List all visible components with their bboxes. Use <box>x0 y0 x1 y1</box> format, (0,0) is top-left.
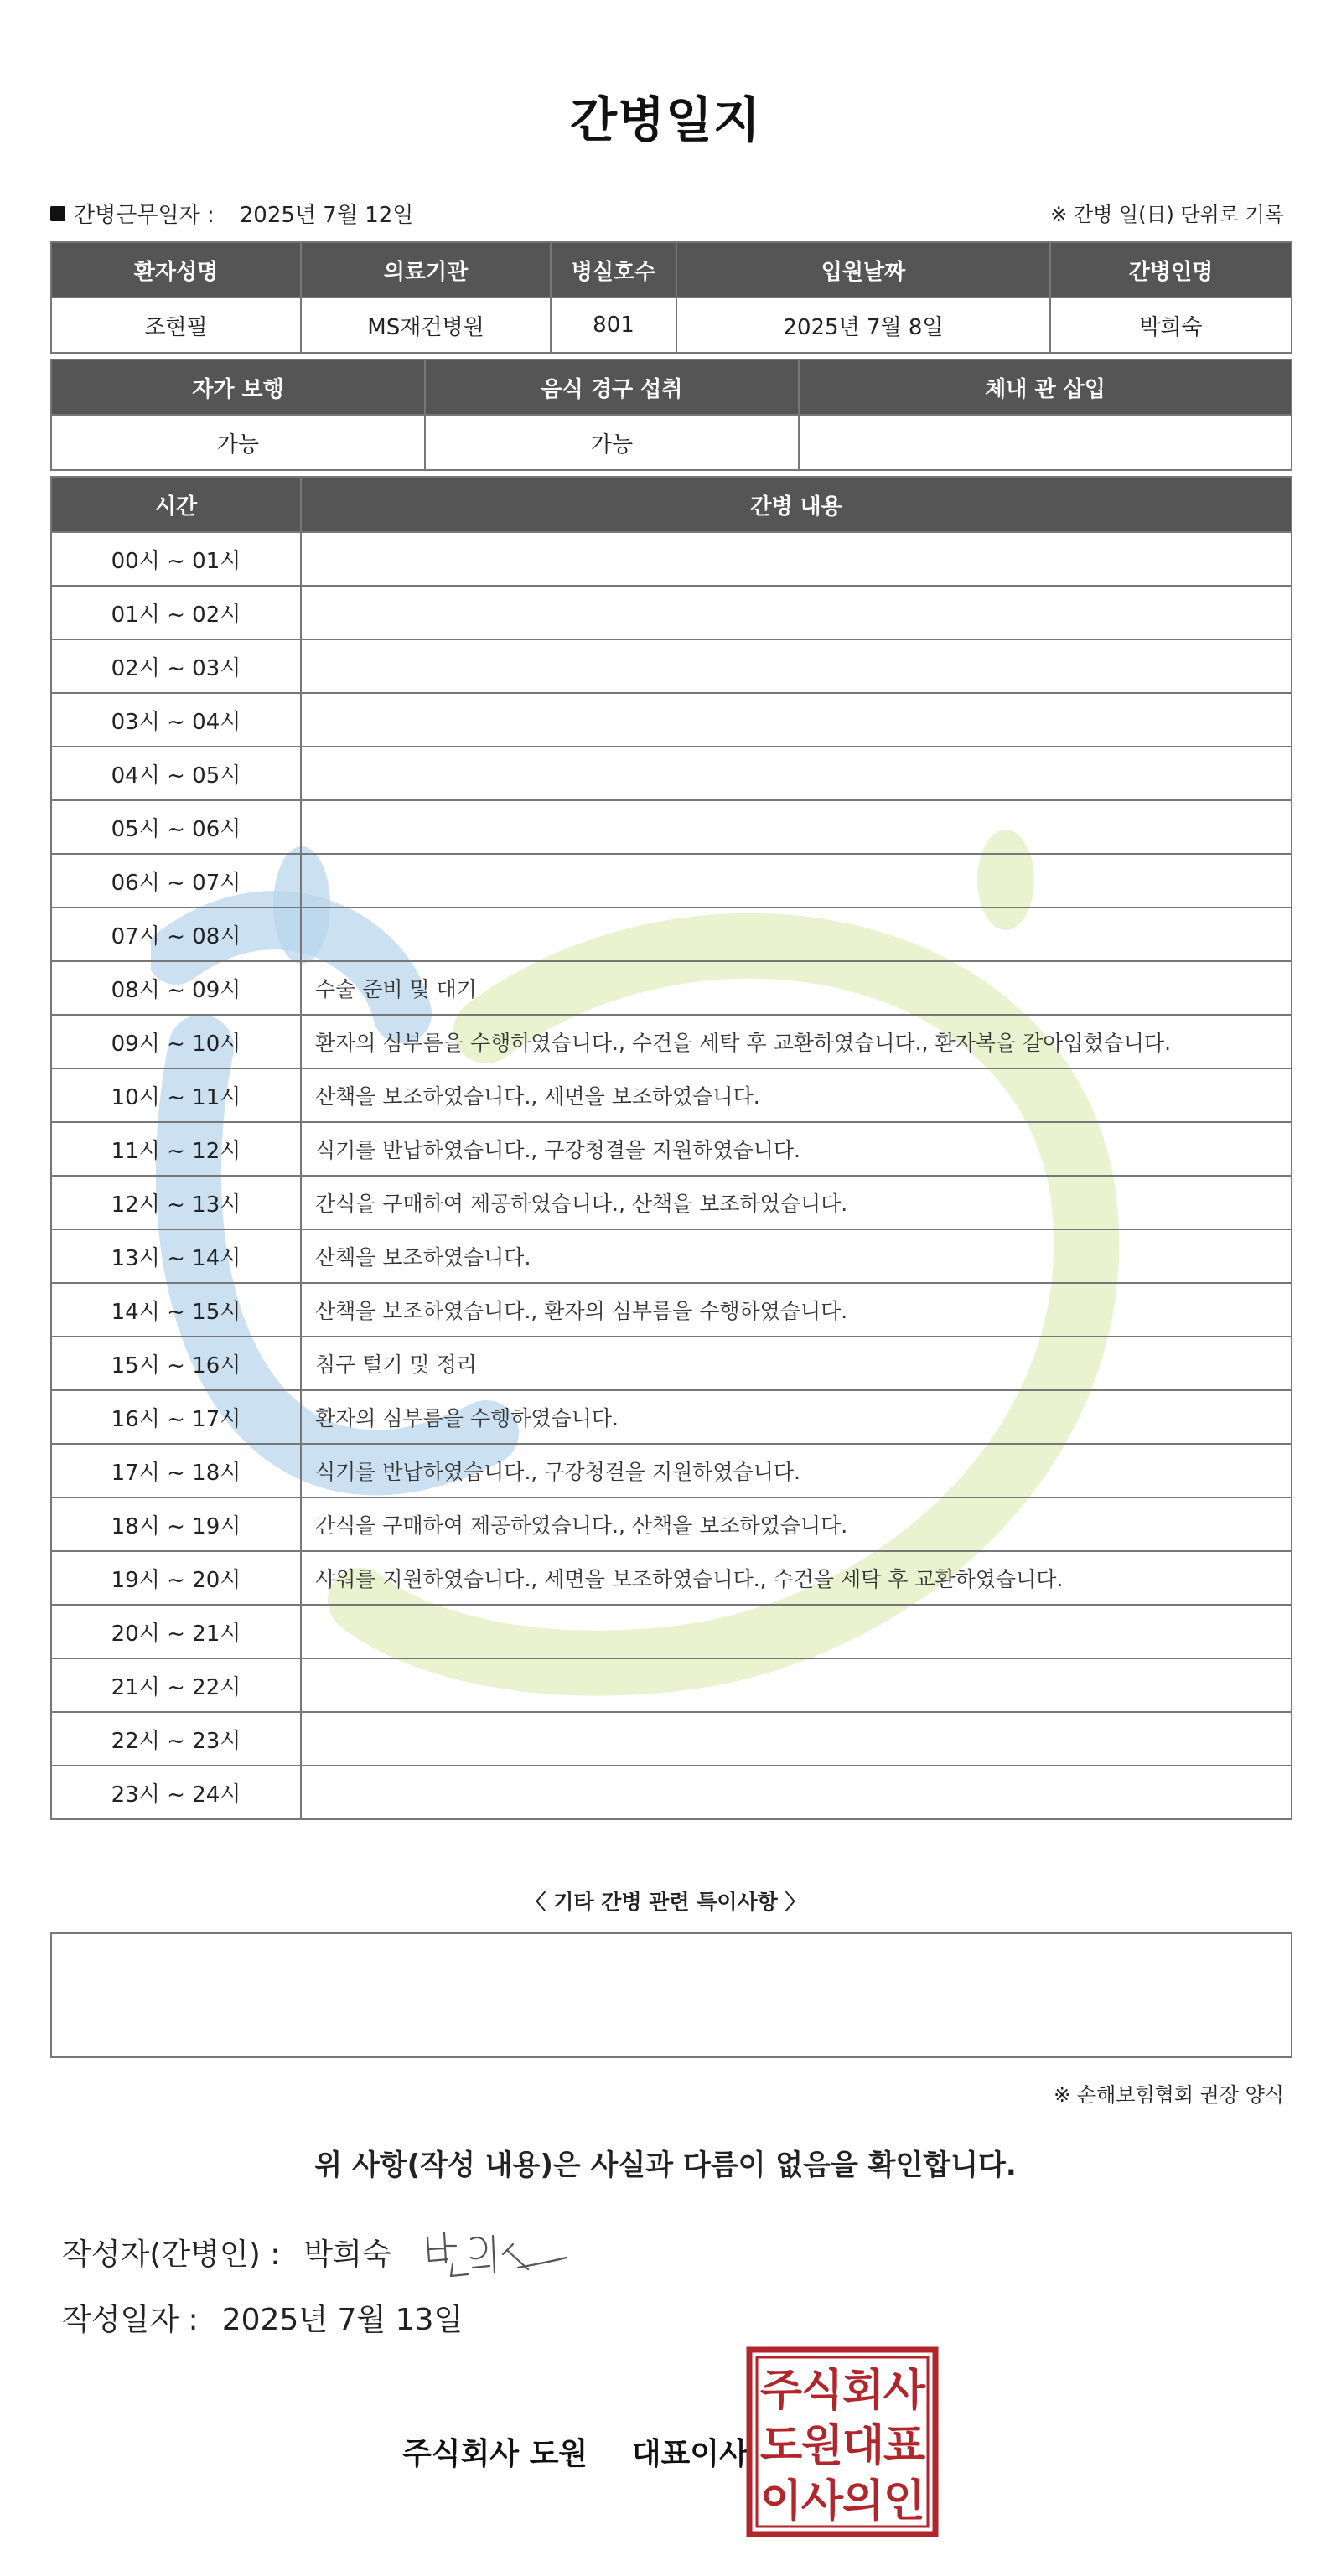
seal-character: 사 <box>883 2366 926 2416</box>
log-row <box>51 1283 1292 1337</box>
log-row <box>51 800 1292 854</box>
header-oral-intake: 음식 경구 섭취 <box>425 360 799 415</box>
log-note-cell: 산책을 보조하였습니다., 환자의 심부름을 수행하였습니다. <box>301 1283 1292 1337</box>
square-bullet-icon <box>50 206 65 221</box>
log-row <box>51 854 1292 908</box>
log-note-cell: 환자의 심부름을 수행하였습니다. <box>301 1390 1292 1444</box>
log-row <box>51 1444 1292 1497</box>
header-admission-date: 입원날짜 <box>676 242 1050 297</box>
oral-intake-value: 가능 <box>425 415 799 470</box>
log-row <box>51 532 1292 586</box>
log-time-cell: 20시 ~ 21시 <box>51 1605 301 1658</box>
handwritten-signature <box>419 2221 570 2279</box>
log-time-cell: 16시 ~ 17시 <box>51 1390 301 1444</box>
hospital-name: MS재건병원 <box>301 297 551 353</box>
log-note-cell <box>301 532 1292 586</box>
log-row <box>51 1766 1292 1819</box>
writer-name: 박희숙 <box>303 2237 391 2272</box>
written-date-value: 2025년 7월 13일 <box>221 2303 464 2337</box>
seal-character: 이 <box>759 2476 803 2527</box>
log-time-cell: 05시 ~ 06시 <box>51 800 301 854</box>
insurance-form-note: ※ 손해보험협회 권장 양식 <box>1054 2083 1284 2107</box>
log-note-cell <box>301 800 1292 854</box>
written-date-row <box>62 2296 463 2339</box>
log-row <box>51 1068 1292 1122</box>
seal-character: 도 <box>759 2421 803 2471</box>
patient-status-table <box>50 359 1292 471</box>
log-row <box>51 1390 1292 1444</box>
log-time-cell: 10시 ~ 11시 <box>51 1068 301 1122</box>
log-note-cell <box>301 854 1292 908</box>
patient-name: 조현필 <box>51 297 301 353</box>
log-time-cell: 14시 ~ 15시 <box>51 1283 301 1337</box>
log-time-cell: 18시 ~ 19시 <box>51 1497 301 1551</box>
seal-character: 대 <box>842 2421 885 2471</box>
log-row <box>51 639 1292 693</box>
log-time-cell: 03시 ~ 04시 <box>51 693 301 747</box>
log-row <box>51 961 1292 1015</box>
log-time-cell: 11시 ~ 12시 <box>51 1122 301 1176</box>
log-note-cell <box>301 908 1292 961</box>
header-room-number: 병실호수 <box>551 242 676 297</box>
status-value-row <box>51 415 1292 470</box>
log-note-cell <box>301 586 1292 639</box>
log-note-cell: 산책을 보조하였습니다., 세면을 보조하였습니다. <box>301 1068 1292 1122</box>
log-time-cell: 15시 ~ 16시 <box>51 1337 301 1390</box>
hourly-care-log-table <box>50 476 1292 1820</box>
representative-title: 대표이사 <box>631 2437 748 2471</box>
log-time-cell: 22시 ~ 23시 <box>51 1712 301 1766</box>
header-tube-insertion: 체내 관 삽입 <box>799 360 1292 415</box>
log-body <box>51 532 1292 1819</box>
log-row <box>51 747 1292 800</box>
patient-info-table <box>50 241 1292 354</box>
log-note-cell: 수술 준비 및 대기 <box>301 961 1292 1015</box>
work-date-label: 간병근무일자 : <box>74 203 215 228</box>
work-date-value: 2025년 7월 12일 <box>239 203 414 228</box>
log-time-cell: 13시 ~ 14시 <box>51 1229 301 1283</box>
log-row <box>51 1658 1292 1712</box>
log-row <box>51 586 1292 639</box>
header-caregiver-name: 간병인명 <box>1050 242 1292 297</box>
log-note-cell: 간식을 구매하여 제공하였습니다., 산책을 보조하였습니다. <box>301 1497 1292 1551</box>
work-date-row <box>50 198 413 229</box>
log-time-cell: 00시 ~ 01시 <box>51 532 301 586</box>
seal-character: 의 <box>842 2476 885 2527</box>
log-note-cell: 간식을 구매하여 제공하였습니다., 산책을 보조하였습니다. <box>301 1176 1292 1229</box>
seal-character: 표 <box>883 2421 926 2471</box>
log-time-cell: 04시 ~ 05시 <box>51 747 301 800</box>
log-note-cell: 식기를 반납하였습니다., 구강청결을 지원하였습니다. <box>301 1444 1292 1497</box>
company-signature-line <box>402 2430 748 2473</box>
seal-character: 원 <box>800 2421 844 2471</box>
page-title: 간병일지 <box>569 91 762 148</box>
log-time-cell: 19시 ~ 20시 <box>51 1551 301 1605</box>
log-note-cell <box>301 1605 1292 1658</box>
daily-record-note: ※ 간병 일(日) 단위로 기록 <box>1050 203 1284 226</box>
room-number: 801 <box>551 297 676 353</box>
log-row <box>51 1015 1292 1068</box>
writer-label: 작성자(간병인) : <box>62 2237 281 2272</box>
log-note-cell <box>301 1712 1292 1766</box>
log-note-cell <box>301 639 1292 693</box>
company-name: 주식회사 도원 <box>402 2437 588 2471</box>
seal-character: 주 <box>759 2366 803 2416</box>
log-time-cell: 21시 ~ 22시 <box>51 1658 301 1712</box>
special-notes-box <box>50 1932 1292 2058</box>
seal-character: 식 <box>800 2366 844 2416</box>
header-time: 시간 <box>51 477 301 532</box>
header-care-content: 간병 내용 <box>301 477 1292 532</box>
log-row <box>51 693 1292 747</box>
log-row <box>51 1605 1292 1658</box>
log-time-cell: 12시 ~ 13시 <box>51 1176 301 1229</box>
status-header-row <box>51 360 1292 415</box>
log-note-cell <box>301 1658 1292 1712</box>
log-note-cell <box>301 1766 1292 1819</box>
log-row <box>51 1337 1292 1390</box>
log-time-cell: 06시 ~ 07시 <box>51 854 301 908</box>
header-patient-name: 환자성명 <box>51 242 301 297</box>
log-note-cell: 침구 털기 및 정리 <box>301 1337 1292 1390</box>
log-row <box>51 908 1292 961</box>
header-hospital: 의료기관 <box>301 242 551 297</box>
log-row <box>51 1122 1292 1176</box>
seal-character: 사 <box>800 2476 844 2527</box>
log-note-cell: 식기를 반납하였습니다., 구강청결을 지원하였습니다. <box>301 1122 1292 1176</box>
log-note-cell: 샤워를 지원하였습니다., 세면을 보조하였습니다., 수건을 세탁 후 교환하였습니다. <box>301 1551 1292 1605</box>
log-time-cell: 08시 ~ 09시 <box>51 961 301 1015</box>
special-notes-title: 〈 기타 간병 관련 특이사항 〉 <box>525 1890 806 1914</box>
tube-insertion-value <box>799 415 1292 470</box>
seal-character: 인 <box>883 2476 926 2527</box>
patient-info-header-row <box>51 242 1292 297</box>
log-time-cell: 01시 ~ 02시 <box>51 586 301 639</box>
admission-date: 2025년 7월 8일 <box>676 297 1050 353</box>
writer-row <box>62 2231 391 2273</box>
company-seal-stamp <box>746 2346 939 2537</box>
log-time-cell: 23시 ~ 24시 <box>51 1766 301 1819</box>
log-row <box>51 1176 1292 1229</box>
log-note-cell <box>301 747 1292 800</box>
log-row <box>51 1712 1292 1766</box>
seal-character: 회 <box>842 2366 885 2416</box>
confirmation-statement: 위 사항(작성 내용)은 사실과 다름이 없음을 확인합니다. <box>314 2149 1017 2182</box>
log-row <box>51 1551 1292 1605</box>
log-row <box>51 1497 1292 1551</box>
self-walking-value: 가능 <box>51 415 425 470</box>
written-date-label: 작성일자 : <box>62 2303 199 2337</box>
log-row <box>51 1229 1292 1283</box>
log-header-row <box>51 477 1292 532</box>
log-note-cell: 산책을 보조하였습니다. <box>301 1229 1292 1283</box>
log-time-cell: 09시 ~ 10시 <box>51 1015 301 1068</box>
caregiver-name: 박희숙 <box>1050 297 1292 353</box>
log-time-cell: 07시 ~ 08시 <box>51 908 301 961</box>
patient-info-value-row <box>51 297 1292 353</box>
log-time-cell: 02시 ~ 03시 <box>51 639 301 693</box>
header-self-walking: 자가 보행 <box>51 360 425 415</box>
log-note-cell: 환자의 심부름을 수행하였습니다., 수건을 세탁 후 교환하였습니다., 환자복을 갈아입혔습니다. <box>301 1015 1292 1068</box>
log-time-cell: 17시 ~ 18시 <box>51 1444 301 1497</box>
log-note-cell <box>301 693 1292 747</box>
